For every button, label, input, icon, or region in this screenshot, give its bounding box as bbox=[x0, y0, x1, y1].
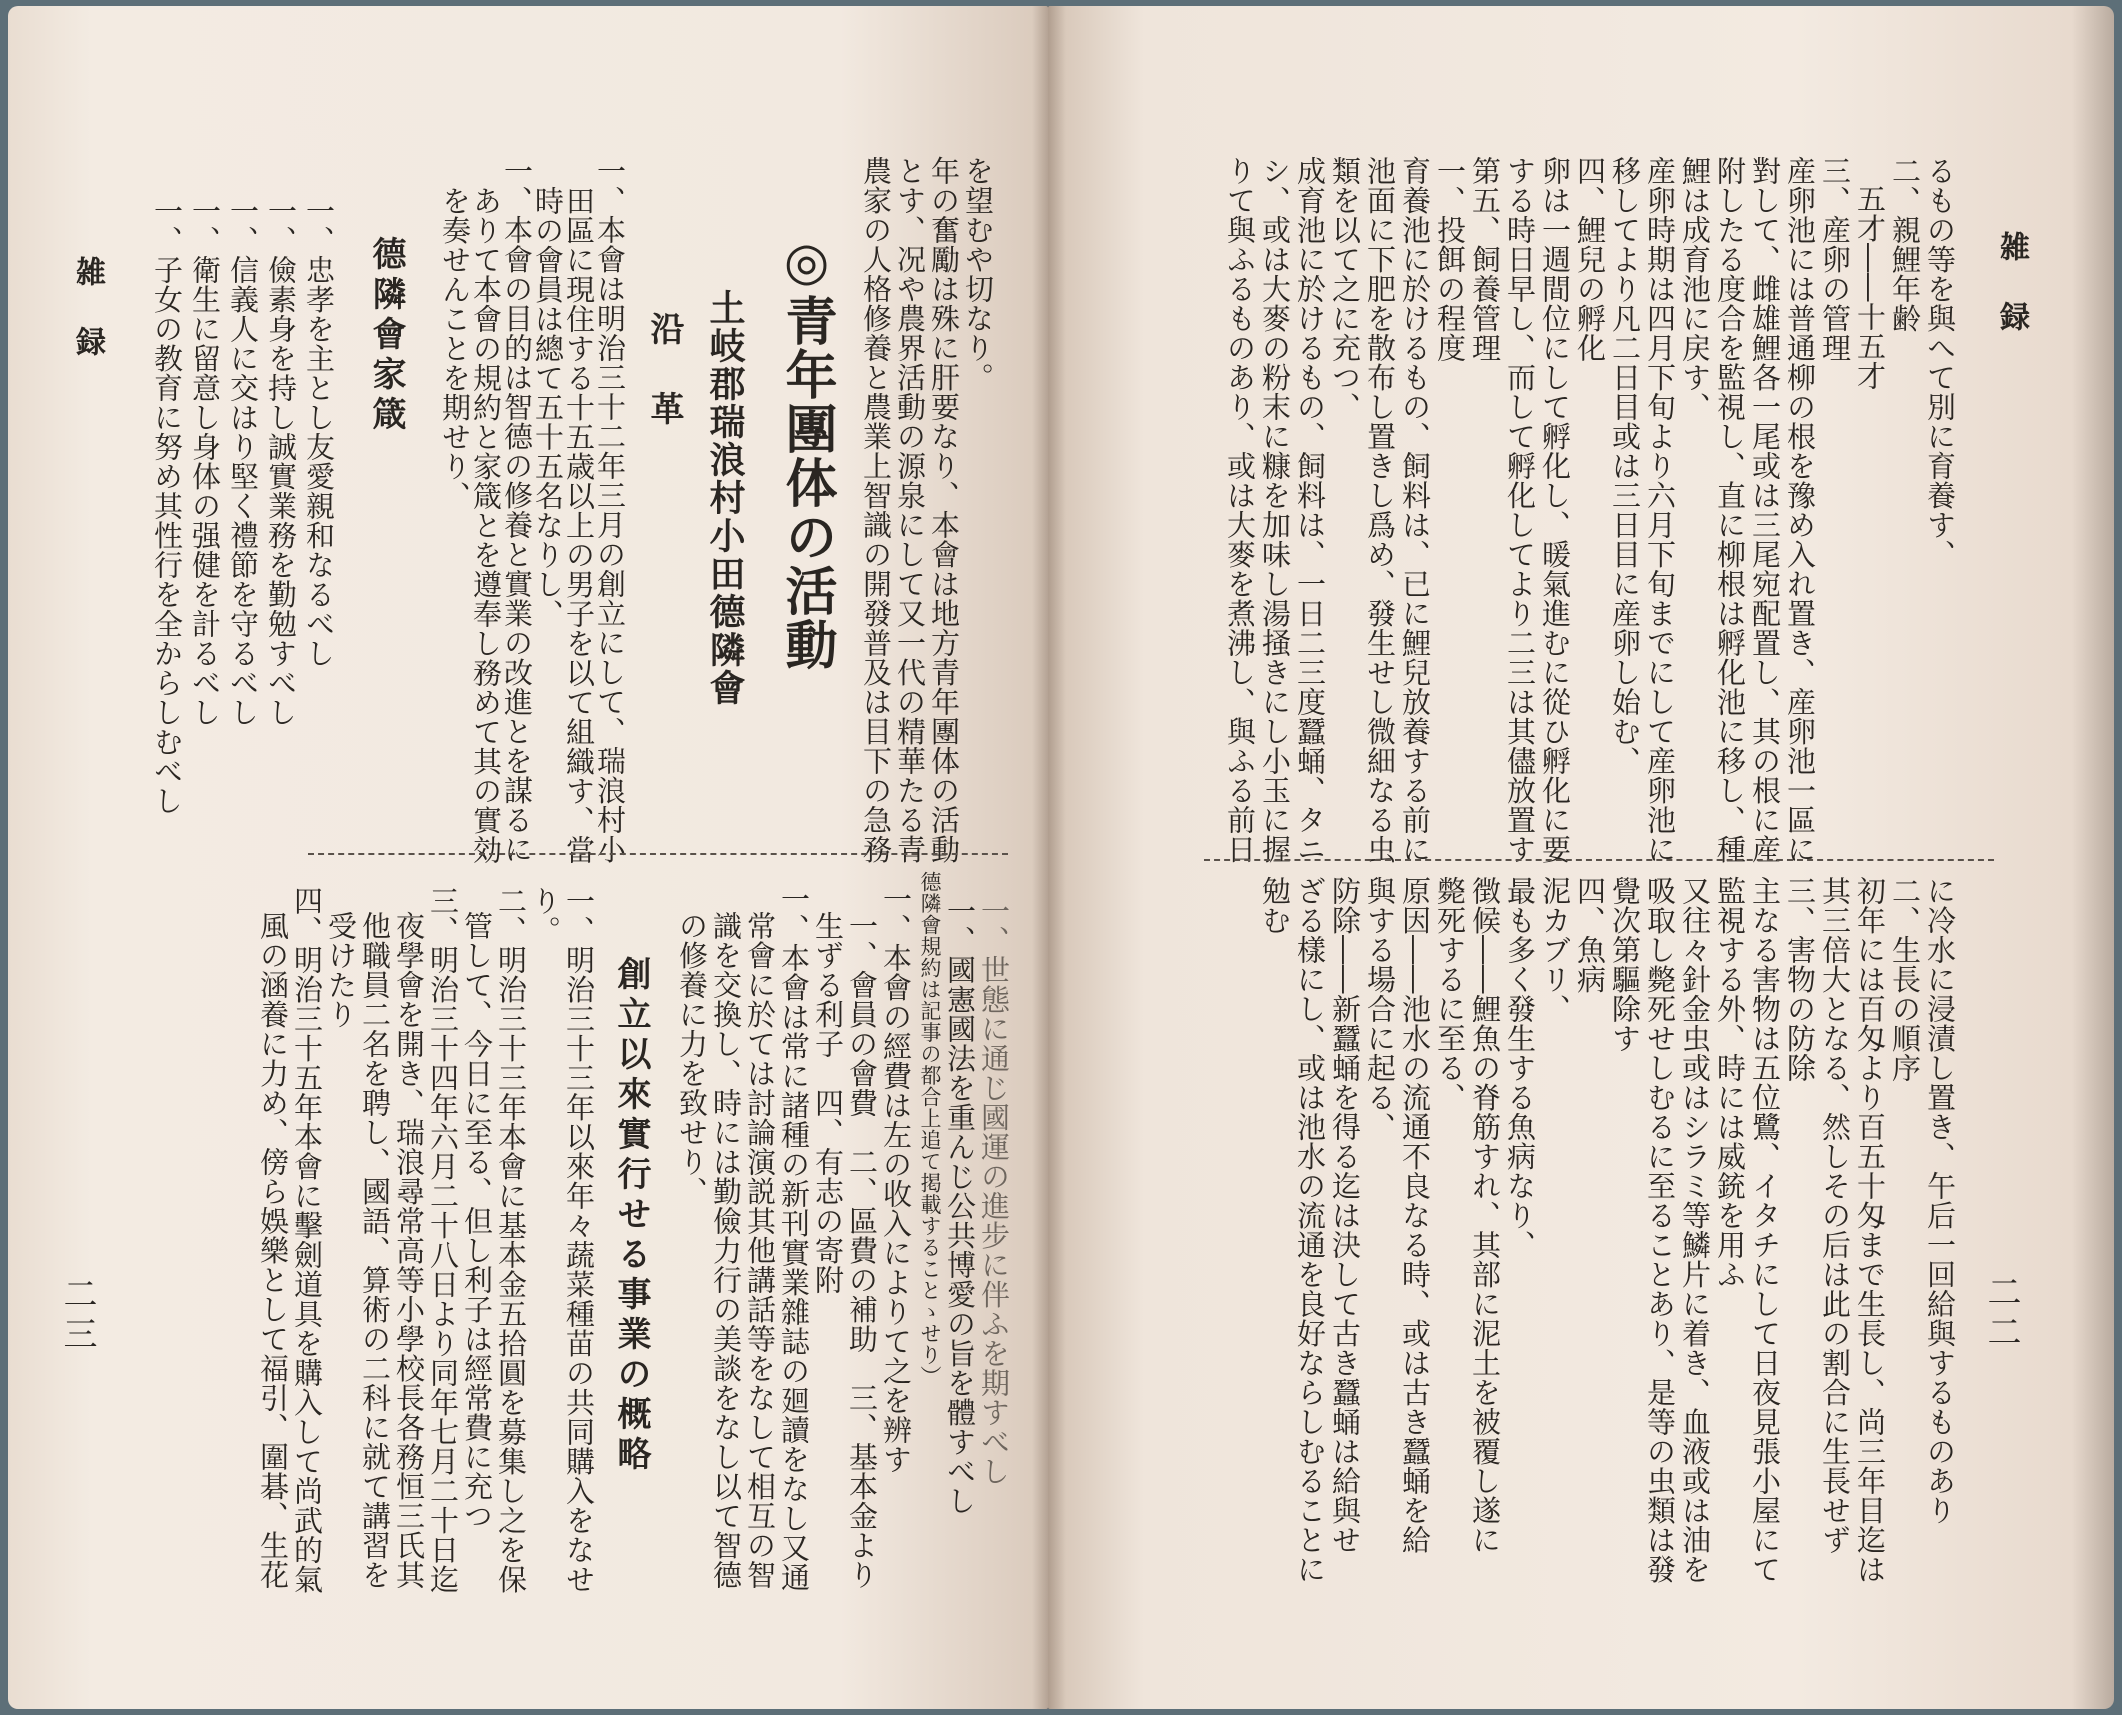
creed-line-4: 一、衛生に留意し身体の强健を計るべし bbox=[188, 196, 222, 727]
achievements-heading: 創立以來實行せる事業の概略 bbox=[611, 956, 651, 1476]
lower-right-line-7: 監視する外、時には威銃を用ふ bbox=[1713, 876, 1747, 1289]
lower-right-line-16: 原因――池水の流通不良なる時、或は古き蠶蛹を給 bbox=[1398, 876, 1432, 1555]
intro-line-4: を望むや切なり。 bbox=[961, 156, 995, 392]
lower-right-line-3: 初年には百匁より百五十匁まで生長し、尚三年目迄は bbox=[1853, 876, 1887, 1584]
lower-line-7: 一、本會は常に諸種の新刊實業雜誌の廻讀をなし又通 bbox=[777, 884, 811, 1592]
achievement-line-7: 他職員二名を聘し、國語、算術の二科に就て講習を bbox=[358, 911, 392, 1590]
lower-right-line-12: 泥カブリ、 bbox=[1538, 876, 1572, 1024]
upper-line-19: 成育池に於けるもの、飼料は、一日二三度蠶蛹、タニ bbox=[1293, 156, 1327, 864]
lower-right-line-9: 吸取し斃死せしむるに至ることあり、是等の虫類は發 bbox=[1643, 876, 1677, 1584]
lower-line-4: 一、本會の經費は左の收入によりて之を辨す bbox=[879, 884, 913, 1474]
upper-line-15: 一、投餌の程度 bbox=[1433, 156, 1467, 363]
history-line-2: 田區に現住する十五歳以上の男子を以て組織す、當 bbox=[562, 186, 596, 865]
left-running-header: 雑録 bbox=[70, 256, 105, 396]
lower-right-line-18: 防除――新蠶蛹を得る迄は決して古き蠶蛹は給與せ bbox=[1328, 876, 1362, 1555]
lower-line-10: の修養に力を致せり、 bbox=[675, 911, 709, 1206]
lower-right-line-13: 最も多く發生する魚病なり、 bbox=[1503, 876, 1537, 1260]
book-spread bbox=[8, 6, 2114, 1709]
upper-line-17: 池面に下肥を散布し置きし爲め、發生せし微細なる虫 bbox=[1363, 156, 1397, 864]
lower-right-line-8: 又往々針金虫或はシラミ等鱗片に着き、血液或は油を bbox=[1678, 876, 1712, 1584]
lower-right-line-15: 斃死するに至る、 bbox=[1433, 876, 1467, 1112]
left-divider bbox=[308, 853, 1008, 855]
right-page bbox=[1048, 6, 2114, 1709]
achievement-line-6: 夜學會を開き、瑞浪尋常高等小學校長各務恒三氏其 bbox=[392, 911, 426, 1590]
intro-line-2: とす、况や農界活動の源泉にして又一代の精華たる青 bbox=[893, 156, 927, 864]
history-line-3: 時の會員は總て五十五名なりし、 bbox=[531, 186, 565, 629]
upper-line-10: 移してより凡二日目或は三日目に産卵し始む、 bbox=[1608, 156, 1642, 776]
history-line-4: 一、本會の目的は智德の修養と實業の改進とを謀るに bbox=[500, 156, 534, 864]
lower-right-line-11: 四、魚病 bbox=[1573, 876, 1607, 994]
creed-heading: 德隣會家箴 bbox=[366, 236, 406, 436]
upper-line-6: 對して、雌雄鯉各一尾或は三尾宛配置し、其の根に産 bbox=[1748, 156, 1782, 864]
upper-line-8: 鯉は成育池に戻す、 bbox=[1678, 156, 1712, 422]
org-name: 土岐郡瑞浪村小田德隣會 bbox=[704, 289, 746, 707]
intro-line-3: 年の奮勵は殊に肝要なり、本會は地方青年團体の活動 bbox=[927, 156, 961, 864]
right-divider bbox=[1204, 859, 1994, 861]
lower-line-6: 生ずる利子 四、有志の寄附 bbox=[811, 911, 845, 1295]
upper-line-12: 卵は一週間位にして孵化し、暖氣進むに從ひ孵化に要 bbox=[1538, 156, 1572, 864]
lower-right-line-17: 與する場合に起る、 bbox=[1363, 876, 1397, 1142]
lower-line-2: 一、國憲國法を重んじ公共博愛の旨を體すべし bbox=[943, 896, 977, 1516]
achievement-line-4: 管して、今日に至る、但し利子は經常費に充つ bbox=[460, 911, 494, 1531]
achievement-line-5: 三、明治三十四年六月二十八日より同年七月二十日迄 bbox=[426, 886, 460, 1594]
creed-line-5: 一、子女の教育に努め其性行を全からしむべし bbox=[150, 196, 184, 816]
history-line-6: を奏せんことを期せり、 bbox=[438, 186, 472, 511]
history-line-5: ありて本會の規約と家箴とを遵奉し務めて其の實効 bbox=[469, 186, 503, 865]
creed-line-2: 一、儉素身を持し誠實業務を勤勉すべし bbox=[264, 196, 298, 727]
lower-line-5: 一、會員の會費 二、區費の補助 三、基本金より bbox=[845, 911, 879, 1590]
section-title: ◎青年團体の活動 bbox=[776, 231, 837, 672]
achievement-line-9: 四、明治三十五年本會に擊劍道具を購入して尚武的氣 bbox=[290, 886, 324, 1594]
upper-line-5: 産卵池には普通柳の根を豫め入れ置き、産卵池一區に bbox=[1783, 156, 1817, 864]
lower-right-line-6: 主なる害物は五位鷺、イタチにして日夜見張小屋にて bbox=[1748, 876, 1782, 1584]
lower-line-8: 常會に於ては討論演説其他講話等をなして相互の智 bbox=[743, 911, 777, 1590]
lower-right-line-5: 三、害物の防除 bbox=[1783, 876, 1817, 1083]
lower-line-9: 識を交換し、時には勤儉力行の美談をなし以て智德 bbox=[709, 911, 743, 1590]
achievement-line-2: り。 bbox=[528, 886, 562, 945]
intro-line-1: 農家の人格修養と農業上智識の開發普及は目下の急務 bbox=[859, 156, 893, 864]
creed-line-1: 一、忠孝を主とし友愛親和なるべし bbox=[302, 196, 336, 668]
upper-line-3: 五才――十五才 bbox=[1853, 184, 1887, 391]
lower-right-line-4: 其三倍大となる、然しその后は此の割合に生長せず bbox=[1818, 876, 1852, 1555]
upper-line-18: 類を以て之に充つ、 bbox=[1328, 156, 1362, 422]
lower-line-1: 一、世態に通じ國運の進步に伴ふを期すべし bbox=[977, 896, 1011, 1486]
upper-line-14: 第五、飼養管理 bbox=[1468, 156, 1502, 363]
upper-line-7: 附したる度合を監視し、直に柳根は孵化池に移し、種 bbox=[1713, 156, 1747, 864]
book-gutter bbox=[1032, 6, 1066, 1709]
upper-line-4: 三、産卵の管理 bbox=[1818, 156, 1852, 363]
upper-line-11: 四、鯉兒の孵化 bbox=[1573, 156, 1607, 363]
right-running-header: 雑録 bbox=[1994, 231, 2029, 371]
achievement-line-3: 二、明治三十三年本會に基本金五拾圓を募集し之を保 bbox=[494, 886, 528, 1594]
upper-line-16: 育養池に於けるもの、飼料は、已に鯉兒放養する前に bbox=[1398, 156, 1432, 864]
upper-line-13: する時日早し、而して孵化してより二三は其儘放置す bbox=[1503, 156, 1537, 864]
achievement-line-1: 一、明治三十三年以來年々蔬菜種苗の共同購入をなせ bbox=[562, 886, 596, 1594]
right-page-number: 二二 bbox=[1981, 1274, 2021, 1354]
lower-line-3: 德隣會規約は記事の都合上追て掲載することゝせり） bbox=[918, 871, 942, 1387]
upper-line-20: シ、或は大麥の粉末に糠を加味し湯掻きにし小玉に握 bbox=[1258, 156, 1292, 864]
lower-right-line-20: 勉む bbox=[1258, 876, 1292, 935]
lower-right-line-14: 徴候――鯉魚の脊筋すれ、其部に泥土を被覆し遂に bbox=[1468, 876, 1502, 1555]
history-line-1: 一、本會は明治三十二年三月の創立にして、瑞浪村小 bbox=[593, 156, 627, 864]
lower-right-line-2: 二、生長の順序 bbox=[1888, 876, 1922, 1083]
lower-right-line-19: ざる樣にし、或は池水の流通を良好ならしむることに bbox=[1293, 876, 1327, 1584]
upper-line-21: りて與ふるものあり、或は大麥を煮沸し、與ふる前日 bbox=[1223, 156, 1257, 864]
history-heading: 沿 革 bbox=[644, 311, 684, 431]
left-page-number: 二三 bbox=[57, 1276, 97, 1356]
upper-line-1: るもの等を與へて別に育養す、 bbox=[1923, 156, 1957, 569]
upper-line-2: 二、親鯉年齢 bbox=[1888, 156, 1922, 333]
lower-right-line-1: に冷水に浸漬し置き、午后一回給與するものあり bbox=[1923, 876, 1957, 1525]
achievement-line-8: 受けたり bbox=[324, 911, 358, 1029]
lower-right-line-10: 覺次第驅除す bbox=[1608, 876, 1642, 1053]
upper-line-9: 産卵時期は四月下旬より六月下旬までにして産卵池に bbox=[1643, 156, 1677, 864]
left-page bbox=[8, 6, 1048, 1709]
achievement-line-10: 風の涵養に力め、傍ら娛樂として福引、圍碁、生花 bbox=[256, 911, 290, 1590]
creed-line-3: 一、信義人に交はり堅く禮節を守るべし bbox=[226, 196, 260, 727]
